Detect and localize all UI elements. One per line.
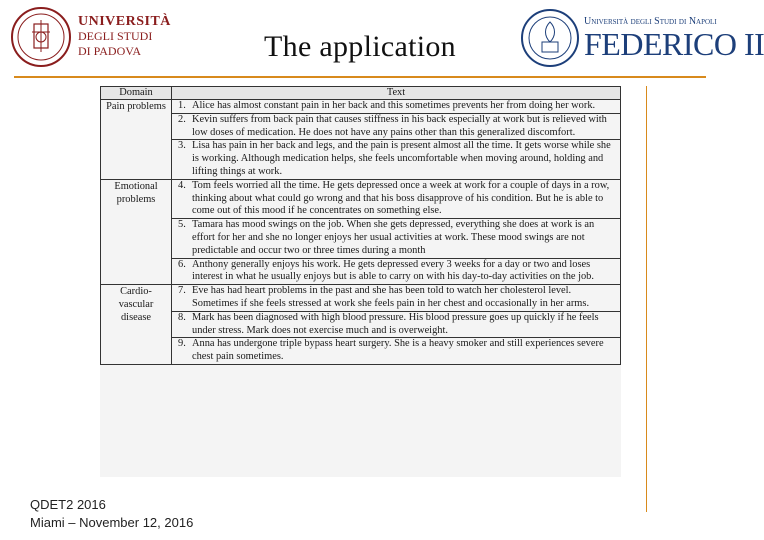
table-row [101, 179, 621, 218]
entry-number: 2. [178, 113, 186, 125]
entry-cell [172, 113, 621, 140]
entry-number: 8. [178, 311, 186, 323]
entry-cell [172, 140, 621, 179]
entry-number: 6. [178, 258, 186, 270]
entry-cell [172, 258, 621, 285]
university-padova-logo [10, 6, 170, 72]
entry-cell [172, 338, 621, 365]
table-row [101, 258, 621, 285]
slide-title: The application [264, 30, 456, 63]
entry-text: Anna has undergone triple bypass heart surgery. She is a heavy smoker and still experiences severe chest pain sometimes. [192, 338, 604, 363]
entry-number: 3. [178, 140, 186, 152]
federico-line1: Università degli Studi di Napoli [584, 16, 717, 27]
domain-cell: Emotional problems [101, 179, 172, 284]
table-row [101, 311, 621, 338]
entry-text: Kevin suffers from back pain that causes stiffness in his back especially at work but is relieved with low doses of medication. He does not have any pains other than this generalized discomfort. [192, 113, 607, 138]
entry-cell [172, 100, 621, 114]
federico-seal-icon [520, 8, 580, 68]
footer-conference: QDET2 2016 [30, 497, 106, 512]
header-divider [14, 76, 706, 78]
domain-text-table [100, 86, 621, 477]
domain-cell: Pain problems [101, 100, 172, 180]
university-seal-icon [10, 6, 72, 68]
table-row [101, 285, 621, 312]
entry-number: 4. [178, 179, 186, 191]
padova-line1: UNIVERSITÀ [78, 14, 171, 29]
entry-text: Eve has had heart problems in the past and she has been told to watch her cholesterol level. Sometimes if she feels stressed at work she feels pain in her chest and occasionally in her arms. [192, 285, 590, 309]
table-row [101, 338, 621, 365]
entry-cell [172, 285, 621, 312]
entry-text: Alice has almost constant pain in her back and this sometimes prevents her from doing her work. [192, 100, 596, 111]
entry-text: Anthony generally enjoys his work. He gets depressed every 3 weeks for a day or two and loses interest in what he usually enjoys but is able to carry on with his day-to-day activities on the job. [192, 258, 594, 283]
domain-cell: Cardio-vascular disease [101, 285, 172, 365]
right-divider [646, 86, 647, 512]
entry-number: 5. [178, 219, 186, 231]
entry-text: Mark has been diagnosed with high blood pressure. His blood pressure goes up quickly if he feels under stress. Mark does not exercise much and is overweight. [192, 311, 599, 336]
entry-number: 7. [178, 285, 186, 297]
padova-line3: DI PADOVA [78, 44, 142, 58]
footer-date: Miami – November 12, 2016 [30, 515, 194, 530]
entry-text: Lisa has pain in her back and legs, and the pain is present almost all the time. It gets worse while she is working. Although medication helps, she feels uncomfortable when moving around, holding and lifting things at work. [192, 140, 611, 177]
entry-text: Tamara has mood swings on the job. When she gets depressed, everything she does at work is an effort for her and she no longer enjoys her usual activities at work. These mood swings are not predictable and occur two or three times during a month [192, 219, 595, 256]
table-row [101, 140, 621, 179]
padova-line2: DEGLI STUDI [78, 29, 153, 43]
header-text: Text [172, 87, 621, 100]
federico-ii-logo [520, 6, 764, 72]
federico-line2: FEDERICO II [584, 26, 764, 62]
entry-cell [172, 179, 621, 218]
entry-number: 1. [178, 100, 186, 111]
entry-number: 9. [178, 338, 186, 350]
table-row [101, 100, 621, 114]
table-row [101, 113, 621, 140]
table-row [101, 219, 621, 258]
entry-cell [172, 219, 621, 258]
footer [30, 496, 193, 532]
entry-cell [172, 311, 621, 338]
header-domain: Domain [101, 87, 172, 100]
entry-text: Tom feels worried all the time. He gets depressed once a week at work for a couple of days in a row, thinking about what could go wrong and that his boss disapprove of his condition. But he is able to come out of this mood if he concentrates on something else. [192, 179, 610, 217]
